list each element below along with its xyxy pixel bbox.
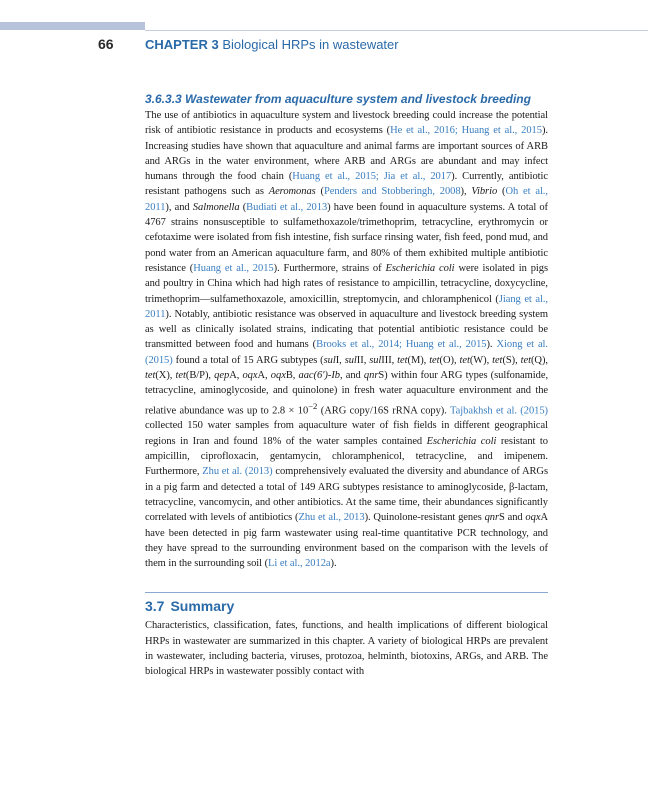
text-run: (M),: [407, 354, 430, 366]
text-run: ),: [460, 186, 472, 198]
text-run: II,: [356, 354, 370, 366]
subsection-number: 3.6.3.3: [145, 92, 182, 106]
text-run: ).: [330, 558, 337, 570]
citation-link[interactable]: Tajbakhsh et al. (2015): [450, 405, 548, 417]
running-head: [145, 37, 399, 52]
italic-term: Aeromonas: [268, 186, 316, 198]
text-run: (: [239, 201, 247, 213]
italic-term: qnr: [484, 512, 499, 524]
text-run: (W),: [469, 354, 493, 366]
italic-term: Escherichia coli: [426, 435, 497, 447]
text-run: (X),: [155, 370, 176, 382]
text-run: A,: [257, 370, 271, 382]
text-run: (ARG copy/16S rRNA copy).: [317, 405, 451, 417]
italic-term: tet: [520, 354, 531, 366]
text-run: (: [497, 186, 506, 198]
italic-term: Salmonella: [192, 201, 240, 213]
text-run: , and: [339, 370, 364, 382]
italic-term: oqx: [525, 512, 541, 524]
chapter-label: CHAPTER 3: [145, 37, 219, 52]
italic-term: sul: [344, 354, 357, 366]
citation-link[interactable]: Zhu et al. (2013): [202, 466, 273, 478]
text-run: ). Increasing studies have shown that aquaculture and animal farms are important sources of ARB and ARGs in the water environment, where ARB and ARGs are abundant and may infect humans through the food chain (: [145, 125, 548, 183]
section-heading: [145, 598, 548, 614]
citation-link[interactable]: Huang et al., 2015; Jia et al., 2017: [292, 171, 452, 183]
subsection-heading: [145, 92, 548, 106]
chapter-title: Biological HRPs in wastewater: [222, 37, 399, 52]
subsection-title: Wastewater from aquaculture system and livestock breeding: [185, 92, 531, 106]
text-run: ). Furthermore, strains of: [273, 262, 386, 274]
italic-term: oqx: [270, 370, 286, 382]
page-content: [145, 92, 548, 680]
text-run: comprehensively evaluated the diversity and abundance of ARGs in a pig farm and detected a total of 149 ARG subtypes resistance to aminoglycoside, β-lactam, tetracycline, vancomycin, and other antibiotics. At the same time, their abundances significantly correlated with levels of antibiotics (: [145, 466, 548, 524]
page-number: 66: [98, 36, 114, 52]
citation-link[interactable]: Oh et al., 2011: [145, 186, 548, 213]
text-run: found a total of 15 ARG subtypes (: [172, 354, 324, 366]
text-run: ) have been found in aquaculture systems. A total of 4767 strains nonsusceptible to sulfamethoxazole/trimethoprim, tetracycline, erythromycin or cefotaxime were isolated from fish intestine, fish surface rinsing water, fish feed, pond mud, and pond water from an American aquaculture farm, and 80% of them exhibited multiple antibiotic resistance (: [145, 201, 549, 274]
section-body: Characteristics, classification, fates, functions, and health implications of different biological HRPs in wastewater are summarized in this chapter. A variety of biological HRPs are prevalent in wastewater, including bacteria, viruses, protozoa, helminth, biotoxins, ARGs, and ARB. The biological HRPs in wastewater possibly contact with: [145, 620, 548, 678]
citation-link[interactable]: Li et al., 2012a: [268, 558, 331, 570]
citation-link[interactable]: Jiang et al., 2011: [145, 293, 548, 320]
italic-term: qnr: [363, 370, 379, 382]
text-run: ). Currently, antibiotic resistant pathogens such as: [145, 171, 548, 198]
text-run: (S),: [502, 354, 521, 366]
italic-term: sul: [323, 354, 336, 366]
italic-term: tet: [145, 370, 156, 382]
subsection-body: [145, 108, 548, 571]
text-run: (O),: [439, 354, 460, 366]
citation-link[interactable]: Huang et al., 2015: [193, 262, 274, 274]
superscript: −2: [308, 400, 318, 411]
italic-term: qep: [214, 370, 230, 382]
citation-link[interactable]: Budiati et al., 2013: [246, 201, 328, 213]
italic-term: tet: [492, 354, 503, 366]
text-run: (Q),: [530, 354, 548, 366]
text-run: ).: [486, 339, 497, 351]
header-accent-bar: [0, 22, 145, 30]
text-run: resistant to ampicillin, ciprofloxacin, gentamycin, chloramphenicol, tetracycline, and imipenem. Furthermore,: [145, 435, 548, 478]
text-run: ). Notably, antibiotic resistance was observed in aquaculture and livestock breeding system as well as clinically isolated strains, indicating that potential antibiotic resistance could be transmitted between food and humans (: [145, 308, 548, 351]
citation-link[interactable]: Brooks et al., 2014; Huang et al., 2015: [316, 339, 487, 351]
italic-term: tet: [175, 370, 186, 382]
section-number: 3.7: [145, 598, 165, 615]
text-run: S) within four ARG types (sulfonamide, tetracycline, aminoglycoside, and quinolone) in fresh water aquaculture environment and the relative abundance was up to 2.8 × 10: [145, 370, 549, 417]
text-run: I,: [335, 354, 345, 366]
text-run: collected 150 water samples from aquaculture water of fish fields in different geographical regions in Iran and found 18% of the water samples contained: [145, 420, 548, 447]
text-run: III,: [381, 354, 398, 366]
citation-link[interactable]: Penders and Stobberingh, 2008: [323, 186, 461, 198]
header-rule: [145, 30, 648, 31]
section-divider: [145, 592, 548, 593]
text-run: (B/P),: [185, 370, 215, 382]
italic-term: sul: [369, 354, 382, 366]
italic-term: oqx: [242, 370, 258, 382]
italic-term: aac(6′)-Ib: [298, 370, 340, 382]
italic-term: tet: [429, 354, 440, 366]
text-run: ). Quinolone-resistant genes: [364, 512, 485, 524]
text-run: B,: [285, 370, 299, 382]
citation-link[interactable]: Xiong et al. (2015): [145, 339, 548, 366]
text-run: The use of antibiotics in aquaculture system and livestock breeding could increase the potential risk of antibiotic resistance in products and ecosystems (: [145, 110, 548, 137]
citation-link[interactable]: He et al., 2016; Huang et al., 2015: [390, 125, 542, 137]
text-run: S and: [499, 512, 526, 524]
section-title: Summary: [170, 598, 235, 615]
text-run: (: [315, 186, 324, 198]
text-run: A,: [229, 370, 243, 382]
italic-term: Vibrio: [471, 186, 498, 198]
text-run: were isolated in pigs and poultry in China which had high rates of resistance to ampicillin, tetracycline, doxycycline, trimethoprim—sulfamethoxazole, amoxicillin, streptomycin, and chloramphenicol (: [145, 262, 548, 305]
italic-term: Escherichia coli: [385, 262, 455, 274]
text-run: ), and: [165, 201, 193, 213]
italic-term: tet: [397, 354, 408, 366]
text-run: A have been detected in pig farm wastewater using real-time quantitative PCR technology, and they have spread to the surrounding environment based on the comparison with the levels of them in the surrounding soil (: [145, 512, 548, 570]
citation-link[interactable]: Zhu et al., 2013: [298, 512, 365, 524]
italic-term: tet: [459, 354, 470, 366]
